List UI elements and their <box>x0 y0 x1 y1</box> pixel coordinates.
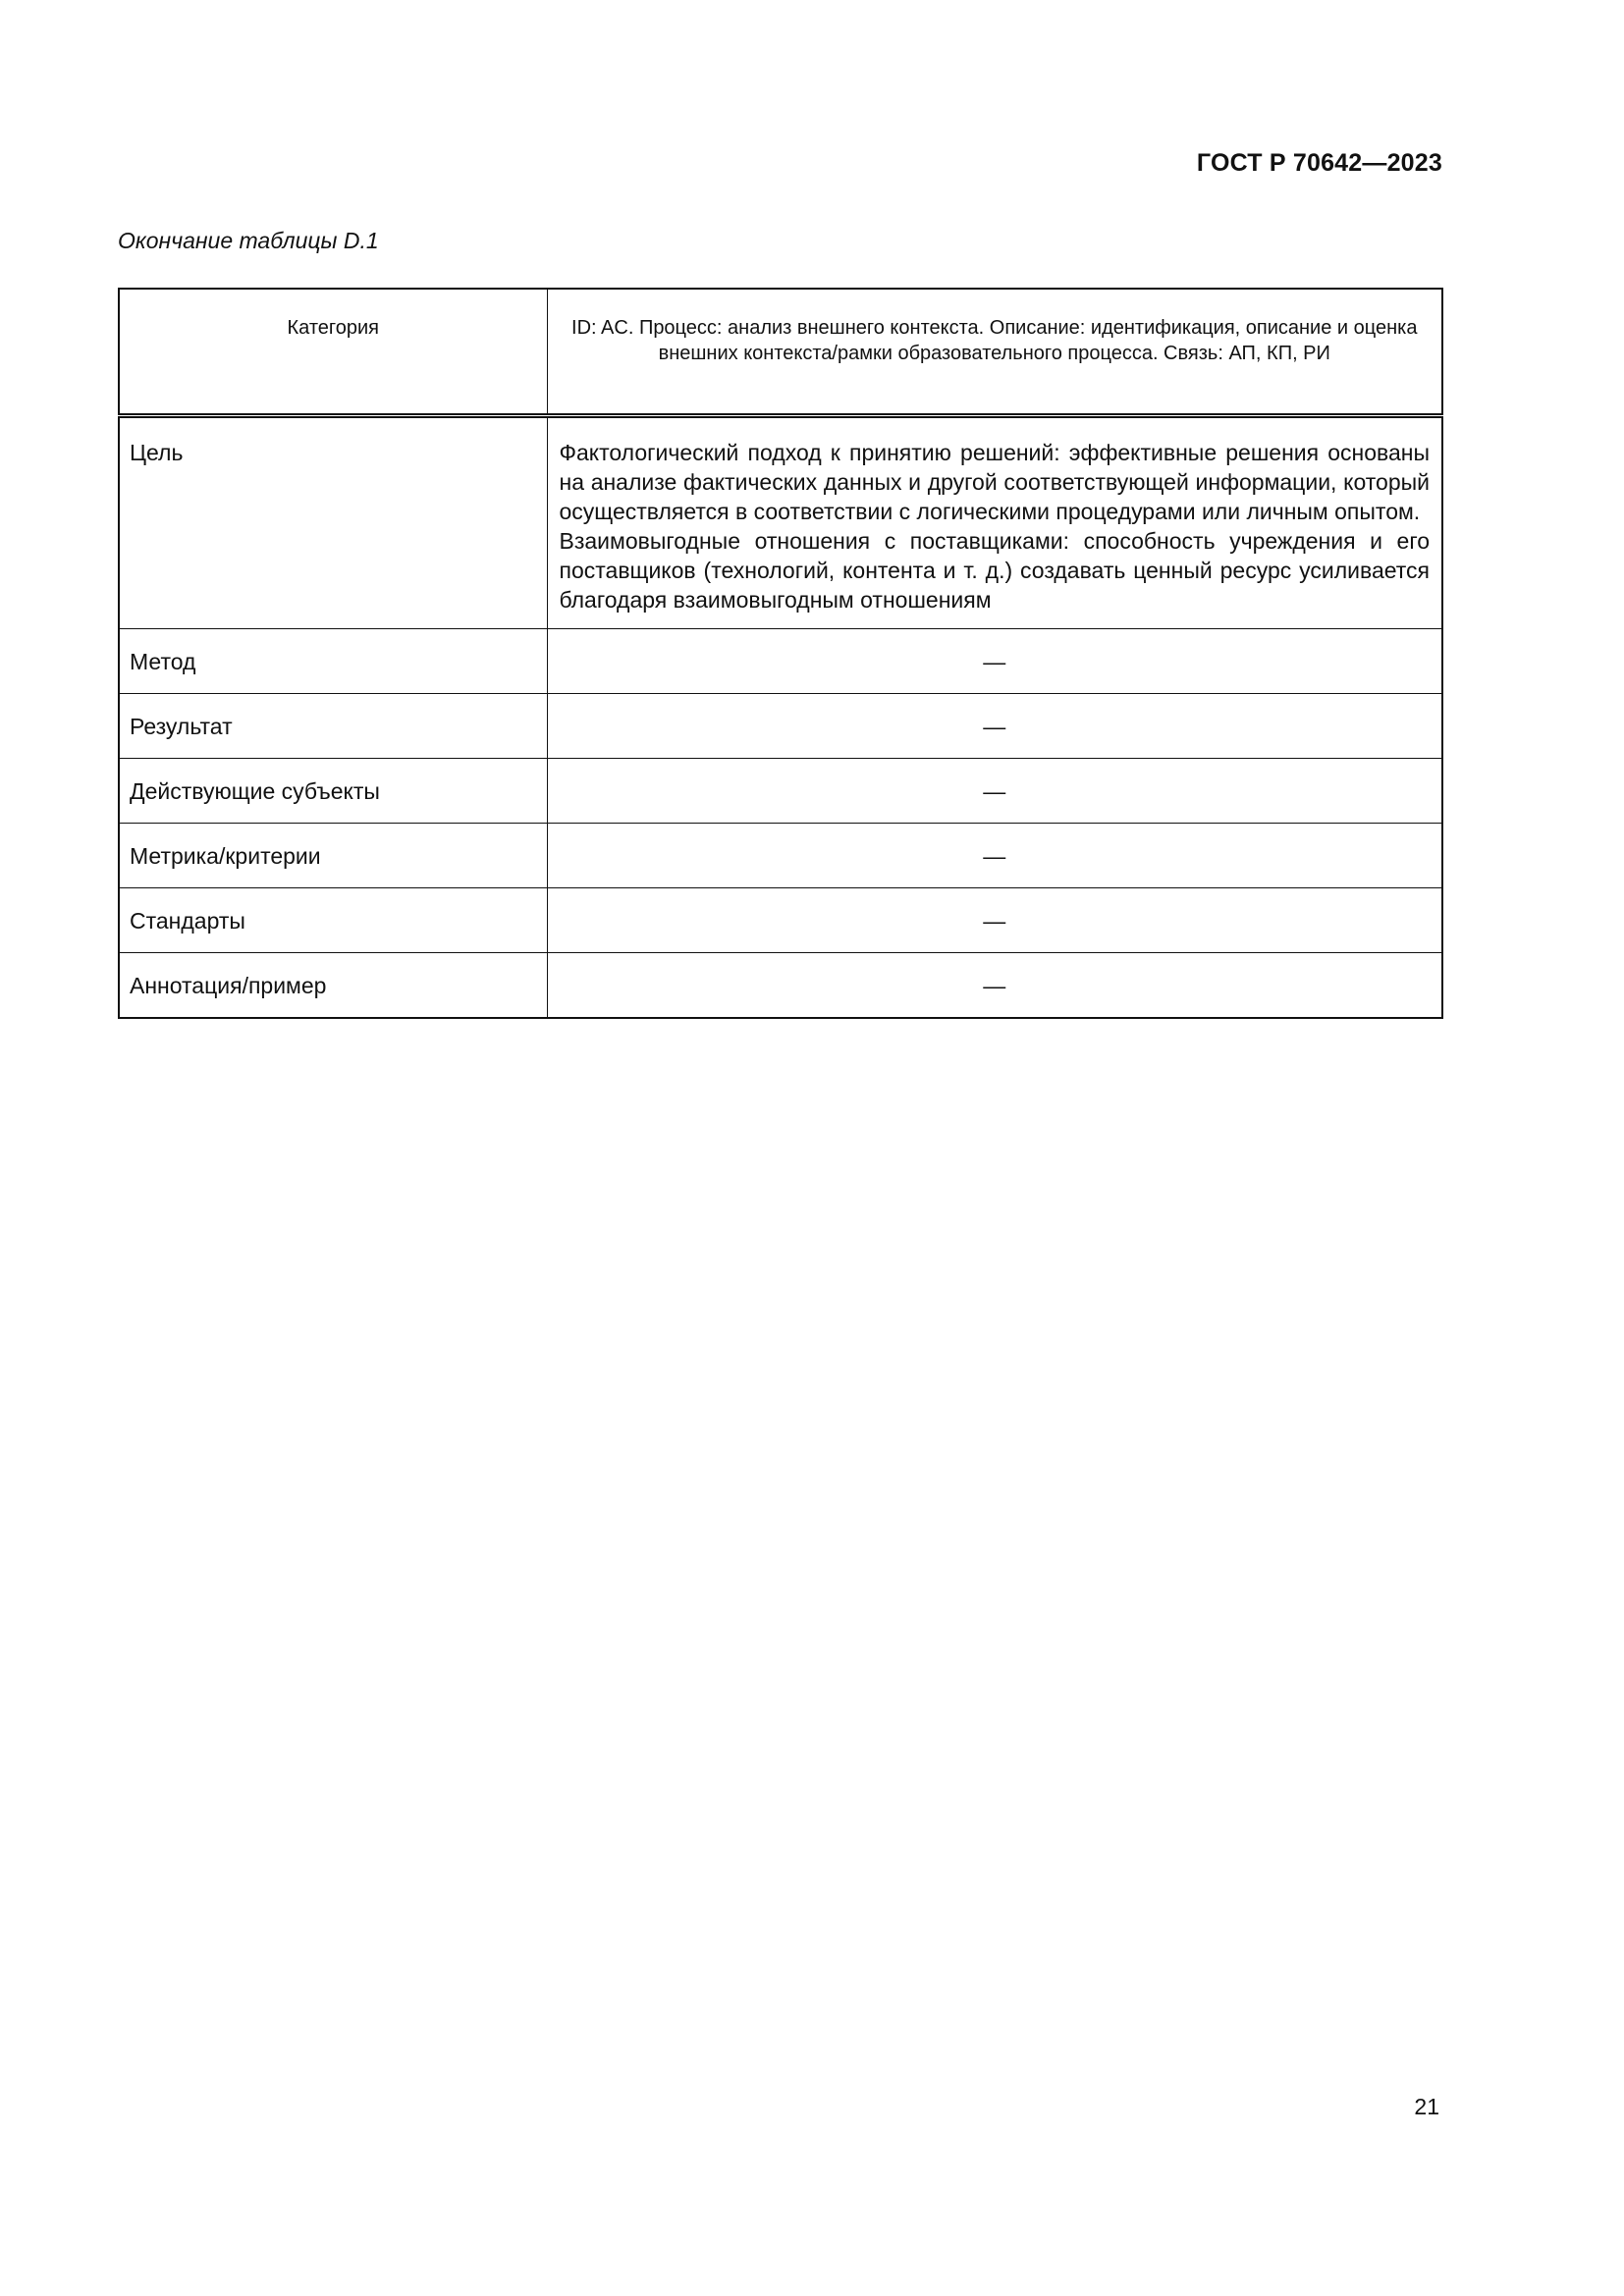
standard-number: ГОСТ Р 70642—2023 <box>1196 149 1442 177</box>
row-value: — <box>547 759 1442 824</box>
row-label: Результат <box>119 694 547 759</box>
row-value: — <box>547 888 1442 953</box>
row-value: — <box>547 824 1442 888</box>
table-row <box>119 629 1442 694</box>
row-label: Аннотация/пример <box>119 953 547 1018</box>
page-number: 21 <box>1414 2094 1439 2119</box>
goal-paragraph-1: Фактологический подход к принятию решений: эффективные решения основаны на анализе фактических данных и другой соответствующей информации, который осуществляется в соответствии с логическими процедурами или личным опытом. <box>559 440 1430 524</box>
row-value: — <box>547 953 1442 1018</box>
data-table <box>118 288 1443 1019</box>
row-label: Действующие субъекты <box>119 759 547 824</box>
header-cell-process: ID: AC. Процесс: анализ внешнего контекста. Описание: идентификация, описание и оценка внешних контекста/рамки образовательного процесса. Связь: АП, КП, РИ <box>547 289 1442 416</box>
header-cell-category: Категория <box>119 289 547 416</box>
row-label: Метрика/критерии <box>119 824 547 888</box>
row-label: Метод <box>119 629 547 694</box>
row-value: — <box>547 694 1442 759</box>
table-row <box>119 953 1442 1018</box>
row-value: — <box>547 629 1442 694</box>
table-row <box>119 888 1442 953</box>
goal-paragraph-2: Взаимовыгодные отношения с поставщиками: способность учреждения и его поставщиков (технологий, контента и т. д.) создавать ценный ресурс усиливается благодаря взаимовыгодным отношениям <box>559 528 1430 613</box>
table-row <box>119 694 1442 759</box>
row-label: Стандарты <box>119 888 547 953</box>
table-header-row <box>119 289 1442 416</box>
table-row <box>119 759 1442 824</box>
table-row-goal <box>119 416 1442 629</box>
table-caption: Окончание таблицы D.1 <box>118 228 379 253</box>
table-row <box>119 824 1442 888</box>
row-value-goal <box>547 416 1442 629</box>
row-label-goal: Цель <box>119 416 547 629</box>
